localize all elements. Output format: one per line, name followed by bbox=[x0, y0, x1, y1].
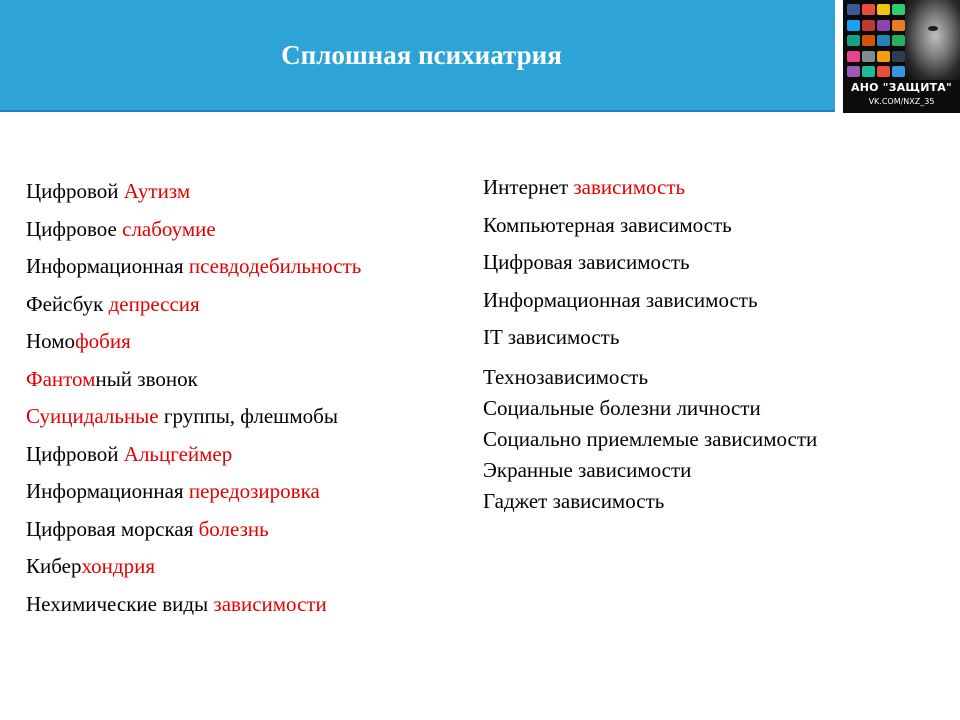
list-item: Гаджет зависимость bbox=[483, 489, 665, 513]
app-tile-icon bbox=[847, 20, 860, 31]
social-icons-collage bbox=[847, 4, 907, 80]
app-tile-icon bbox=[892, 66, 905, 77]
list-item: Информационная передозировка bbox=[26, 479, 320, 503]
title-bar bbox=[0, 0, 835, 112]
app-tile-icon bbox=[862, 35, 875, 46]
list-item: Номофобия bbox=[26, 329, 131, 353]
page-title: Сплошная психиатрия bbox=[281, 39, 562, 70]
app-tile-icon bbox=[892, 35, 905, 46]
list-item: IT зависимость bbox=[483, 325, 620, 349]
app-tile-icon bbox=[847, 4, 860, 15]
list-item: Социально приемлемые зависимости bbox=[483, 427, 818, 451]
list-item: Социальные болезни личности bbox=[483, 396, 761, 420]
list-item: Цифровая зависимость bbox=[483, 250, 690, 274]
child-face-image bbox=[905, 0, 960, 80]
app-tile-icon bbox=[862, 4, 875, 15]
list-item: Цифровая морская болезнь bbox=[26, 516, 269, 541]
app-tile-icon bbox=[847, 51, 860, 62]
list-item: Фантомный звонок bbox=[26, 366, 198, 391]
app-tile-icon bbox=[862, 66, 875, 77]
logo-name: АНО "ЗАЩИТА" bbox=[851, 81, 952, 94]
list-item: Цифровое слабоумие bbox=[26, 216, 216, 241]
list-item: Экранные зависимости bbox=[483, 458, 692, 482]
app-tile-icon bbox=[877, 66, 890, 77]
list-item: Информационная псевдодебильность bbox=[26, 254, 362, 278]
right-term-list bbox=[483, 174, 817, 519]
list-item: Нехимические виды зависимости bbox=[26, 591, 327, 616]
list-item: Фейсбук депрессия bbox=[26, 291, 200, 316]
app-tile-icon bbox=[877, 4, 890, 15]
list-item: Цифровой Альцгеймер bbox=[26, 441, 233, 466]
app-tile-icon bbox=[877, 20, 890, 31]
app-tile-icon bbox=[892, 51, 905, 62]
list-item: Технозависимость bbox=[483, 365, 649, 389]
logo-url: VK.COM/NXZ_35 bbox=[868, 97, 935, 106]
left-term-list bbox=[26, 178, 361, 628]
app-tile-icon bbox=[862, 51, 875, 62]
list-item: Цифровой Аутизм bbox=[26, 179, 191, 203]
list-item: Интернет зависимость bbox=[483, 175, 686, 199]
app-tile-icon bbox=[862, 20, 875, 31]
app-tile-icon bbox=[892, 20, 905, 31]
app-tile-icon bbox=[847, 35, 860, 46]
list-item: Киберхондрия bbox=[26, 554, 156, 578]
app-tile-icon bbox=[847, 66, 860, 77]
app-tile-icon bbox=[877, 51, 890, 62]
list-item: Суицидальные группы, флешмобы bbox=[26, 404, 338, 428]
app-tile-icon bbox=[892, 4, 905, 15]
app-tile-icon bbox=[877, 35, 890, 46]
list-item: Компьютерная зависимость bbox=[483, 212, 732, 237]
logo bbox=[843, 0, 960, 113]
eye-shape bbox=[928, 26, 938, 31]
list-item: Информационная зависимость bbox=[483, 287, 758, 312]
